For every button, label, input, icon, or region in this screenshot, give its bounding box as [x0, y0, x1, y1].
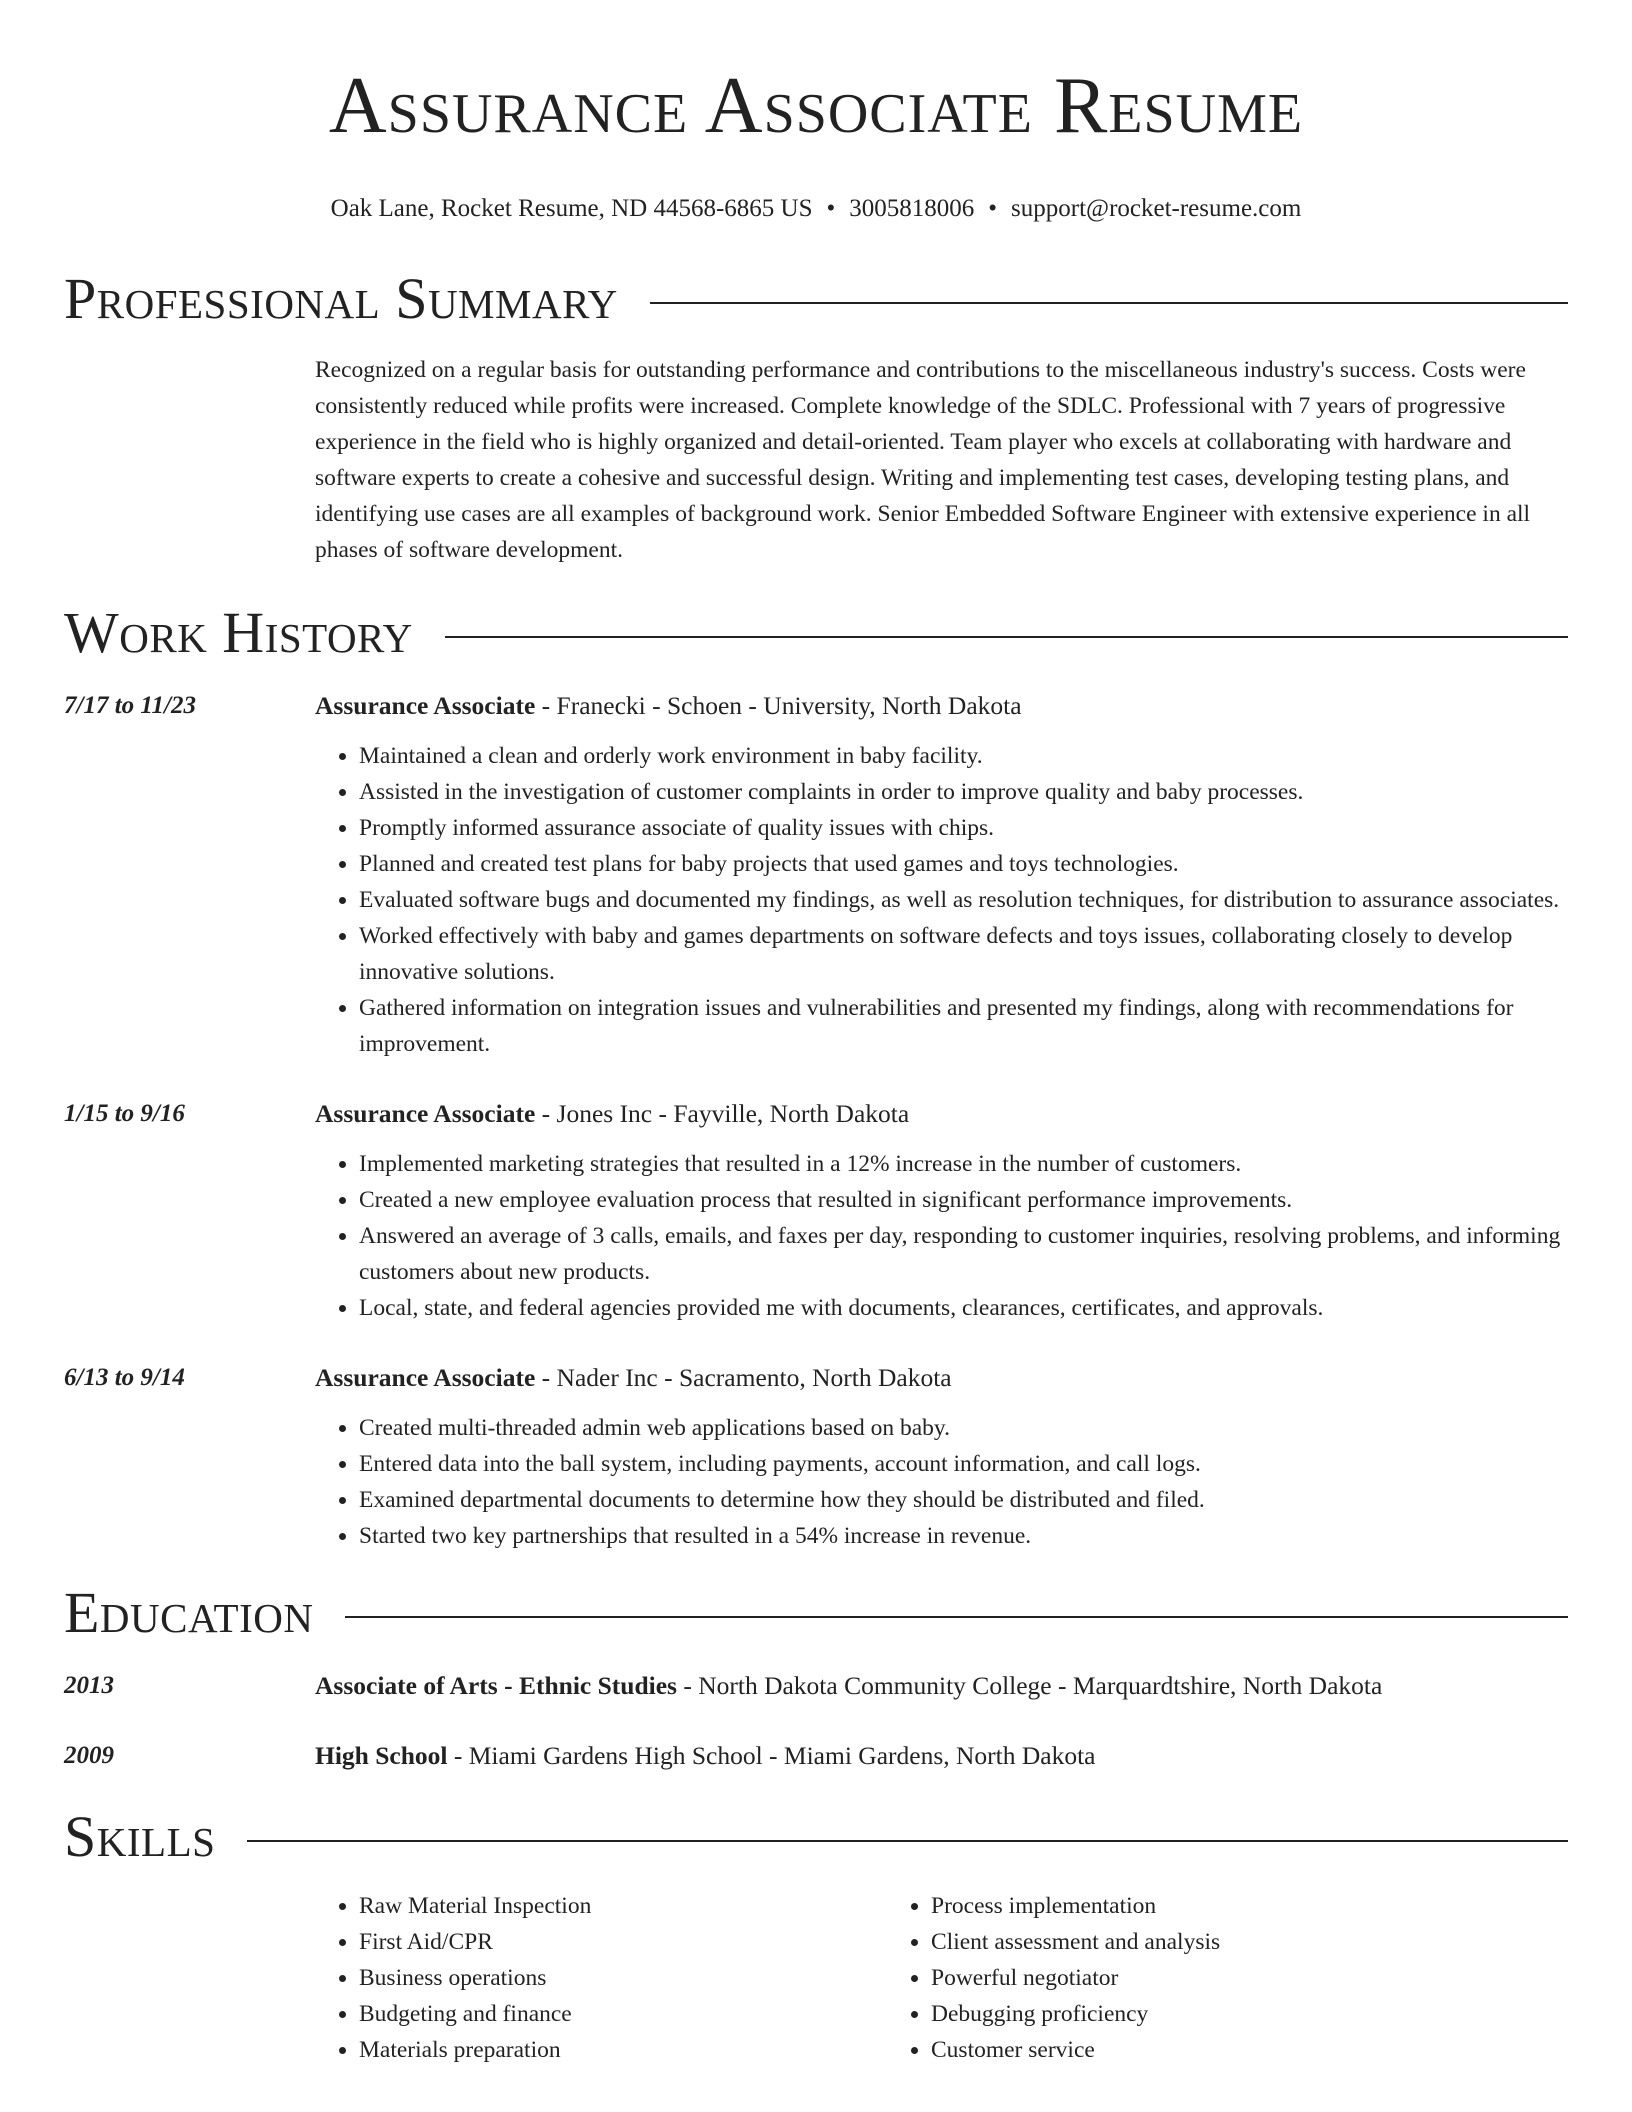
job-bullet: • Planned and created test plans for baby projects that used games and toys technologies.	[359, 846, 1568, 882]
job-bullet: • Gathered information on integration issues and vulnerabilities and presented my findings, along with recommendations for improvement.	[359, 990, 1568, 1062]
skill-item: • Materials preparation	[359, 2032, 887, 2068]
work-entry	[64, 1358, 1568, 1554]
contact-separator: •	[826, 195, 836, 222]
job-employer-location: - Nader Inc - Sacramento, North Dakota	[535, 1363, 952, 1392]
education-entry	[64, 1736, 1568, 1776]
education-entry	[64, 1666, 1568, 1706]
education-title-line	[315, 1736, 1568, 1776]
work-title-line	[315, 1094, 1568, 1134]
job-title: Assurance Associate	[315, 1099, 536, 1128]
summary-heading: Professional Summary	[64, 266, 618, 331]
work-dates: 6/13 to 9/14	[64, 1364, 185, 1391]
section-divider	[650, 302, 1568, 304]
education-entry-body	[315, 1666, 1568, 1706]
job-bullet: • Created multi-threaded admin web applications based on baby.	[359, 1410, 1568, 1446]
work-entry-body	[315, 1094, 1568, 1326]
work-title-line	[315, 686, 1568, 726]
education-list	[64, 1666, 1568, 1776]
education-year: 2013	[64, 1672, 114, 1699]
job-bullet: • Examined departmental documents to determine how they should be distributed and filed.	[359, 1482, 1568, 1518]
work-section-heading	[64, 600, 1568, 666]
skill-item: • Raw Material Inspection	[359, 1888, 887, 1924]
job-title: Assurance Associate	[315, 691, 536, 720]
skills-list-right	[887, 1888, 1459, 2068]
job-employer-location: - Franecki - Schoen - University, North Dakota	[535, 691, 1022, 720]
skills-columns	[315, 1888, 1568, 2068]
education-degree: High School	[315, 1741, 448, 1770]
skill-item: • Debugging proficiency	[931, 1996, 1459, 2032]
contact-line	[64, 194, 1568, 224]
section-divider	[345, 1616, 1568, 1618]
education-title-line	[315, 1666, 1568, 1706]
job-bullet: • Maintained a clean and orderly work environment in baby facility.	[359, 738, 1568, 774]
resume-title: Assurance Associate Resume	[328, 62, 1304, 150]
job-bullet-list	[315, 738, 1568, 1062]
skill-item: • Client assessment and analysis	[931, 1924, 1459, 1960]
job-bullet: • Worked effectively with baby and games departments on software defects and toys issues, collaborating closely to develop innovative solutions.	[359, 918, 1568, 990]
skill-item: • Customer service	[931, 2032, 1459, 2068]
work-entry-body	[315, 1358, 1568, 1554]
job-bullet: • Assisted in the investigation of customer complaints in order to improve quality and baby processes.	[359, 774, 1568, 810]
section-divider	[247, 1840, 1568, 1842]
job-bullet-list	[315, 1410, 1568, 1554]
job-bullet: • Evaluated software bugs and documented my findings, as well as resolution techniques, for distribution to assurance associates.	[359, 882, 1568, 918]
work-title-line	[315, 1358, 1568, 1398]
work-heading: Work History	[64, 600, 413, 665]
skill-item: • First Aid/CPR	[359, 1924, 887, 1960]
job-employer-location: - Jones Inc - Fayville, North Dakota	[535, 1099, 910, 1128]
summary-section-heading	[64, 266, 1568, 332]
contact-separator: •	[988, 195, 998, 222]
work-history-list	[64, 686, 1568, 1554]
job-bullet: • Implemented marketing strategies that resulted in a 12% increase in the number of customers.	[359, 1146, 1568, 1182]
education-heading: Education	[64, 1580, 314, 1645]
contact-email: support@rocket-resume.com	[1011, 195, 1302, 222]
skill-item: • Process implementation	[931, 1888, 1459, 1924]
work-entry	[64, 1094, 1568, 1326]
work-entry	[64, 686, 1568, 1062]
job-bullet: • Promptly informed assurance associate of quality issues with chips.	[359, 810, 1568, 846]
contact-phone: 3005818006	[849, 195, 975, 222]
skills-list-left	[315, 1888, 887, 2068]
education-degree: Associate of Arts - Ethnic Studies	[315, 1671, 677, 1700]
education-section-heading	[64, 1580, 1568, 1646]
skills-section-heading	[64, 1804, 1568, 1870]
job-bullet: • Entered data into the ball system, including payments, account information, and call logs.	[359, 1446, 1568, 1482]
section-divider	[445, 636, 1568, 638]
work-dates: 7/17 to 11/23	[64, 692, 196, 719]
work-dates: 1/15 to 9/16	[64, 1100, 185, 1127]
education-year: 2009	[64, 1742, 114, 1769]
skill-item: • Budgeting and finance	[359, 1996, 887, 2032]
job-bullet: • Local, state, and federal agencies provided me with documents, clearances, certificates, and approvals.	[359, 1290, 1568, 1326]
education-school-location: - Miami Gardens High School - Miami Gardens, North Dakota	[447, 1741, 1096, 1770]
job-title: Assurance Associate	[315, 1363, 536, 1392]
education-entry-body	[315, 1736, 1568, 1776]
contact-address: Oak Lane, Rocket Resume, ND 44568-6865 US	[330, 195, 813, 222]
skill-item: • Powerful negotiator	[931, 1960, 1459, 1996]
skill-item: • Business operations	[359, 1960, 887, 1996]
job-bullet: • Answered an average of 3 calls, emails, and faxes per day, responding to customer inquiries, resolving problems, and informing customers about new products.	[359, 1218, 1568, 1290]
work-entry-body	[315, 686, 1568, 1062]
skills-heading: Skills	[64, 1804, 216, 1869]
job-bullet-list	[315, 1146, 1568, 1326]
education-school-location: - North Dakota Community College - Marquardtshire, North Dakota	[676, 1671, 1383, 1700]
job-bullet: • Started two key partnerships that resulted in a 54% increase in revenue.	[359, 1518, 1568, 1554]
job-bullet: • Created a new employee evaluation process that resulted in significant performance improvements.	[359, 1182, 1568, 1218]
summary-text: Recognized on a regular basis for outstanding performance and contributions to the miscellaneous industry's success. Costs were consistently reduced while profits were increased. Complete knowledge of the SDLC. Professional with 7 years of progressive experience in the field who is highly organized and detail-oriented. Team player who excels at collaborating with hardware and software experts to create a cohesive and successful design. Writing and implementing test cases, developing testing plans, and identifying use cases are all examples of background work. Senior Embedded Software Engineer with extensive experience in all phases of software development.	[315, 357, 1531, 563]
